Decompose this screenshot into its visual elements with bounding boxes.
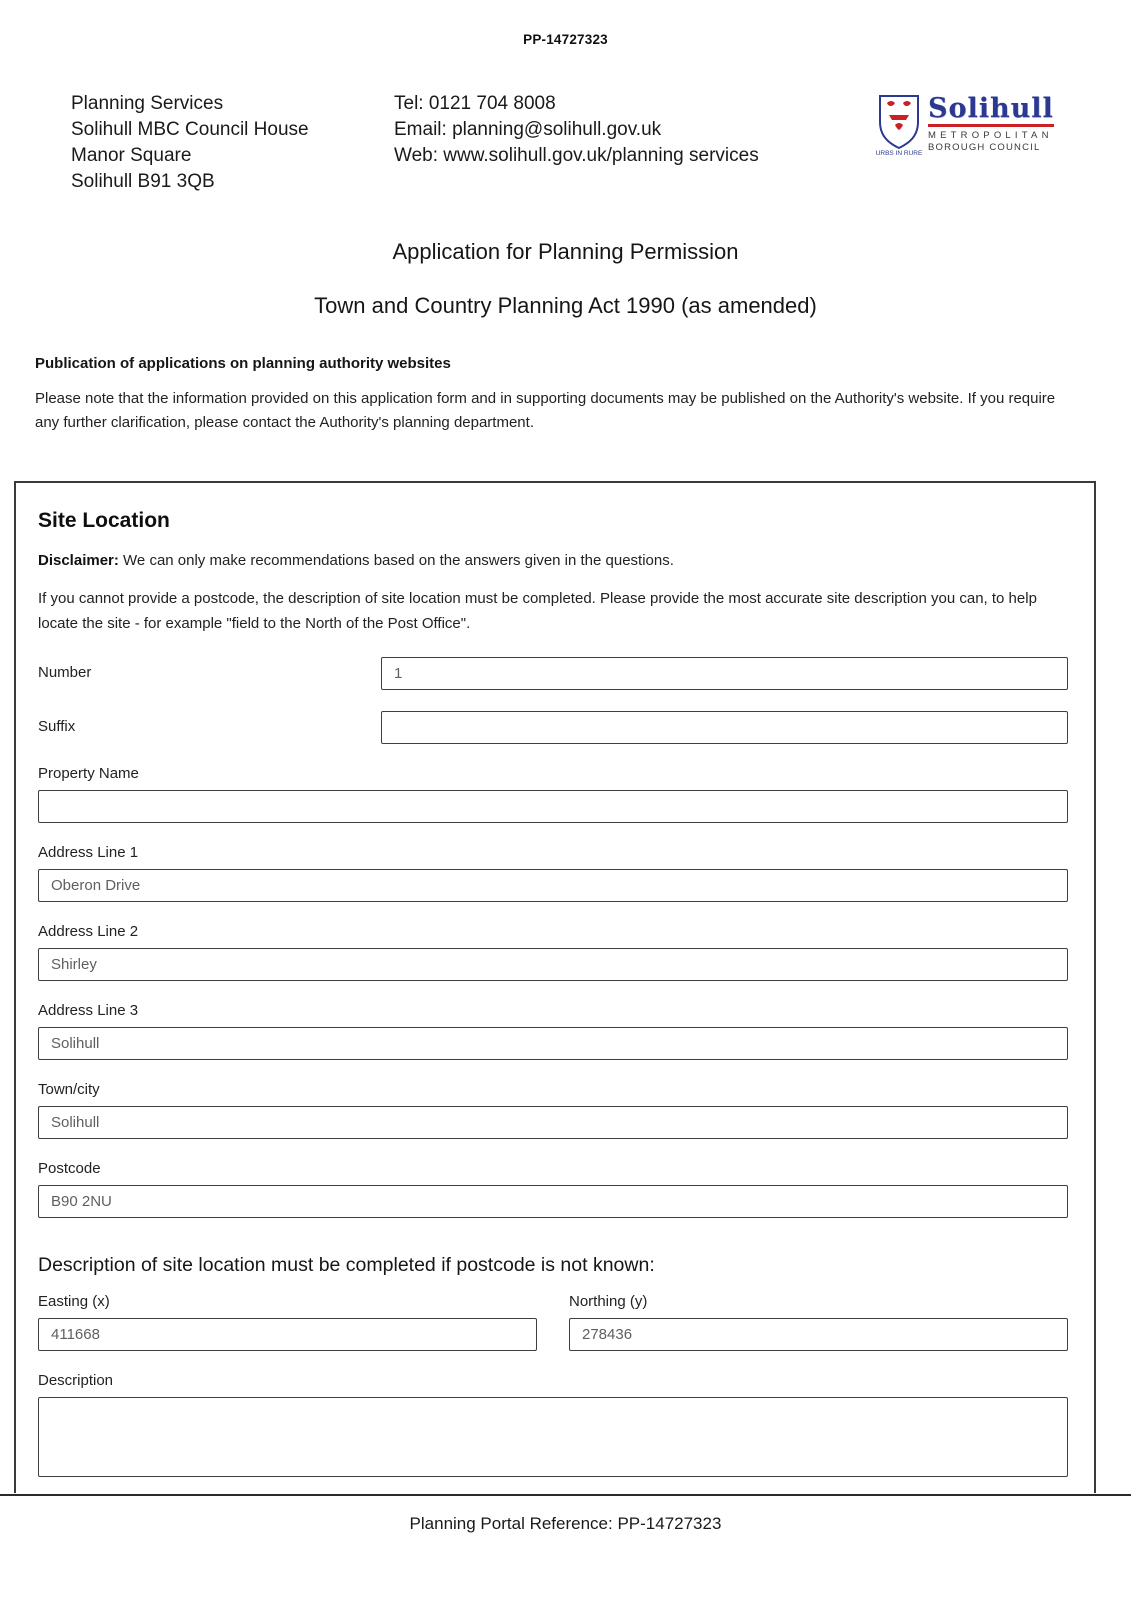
disclaimer-label: Disclaimer: (38, 552, 119, 569)
number-label: Number (38, 664, 92, 681)
authority-address (71, 91, 394, 195)
council-logo-subtitle: BOROUGH COUNCIL (928, 142, 1041, 153)
crest-motto: URBS IN RURE (875, 150, 923, 157)
solihull-crest-icon (875, 93, 923, 159)
disclaimer-text: Disclaimer: We can only make recommendations based on the answers given in the questions. (38, 552, 674, 569)
description-textarea[interactable] (38, 1397, 1068, 1477)
property-name-input[interactable] (38, 790, 1068, 823)
publication-body: Please note that the information provided on this application form and in supporting documents may be published on the Authority's website. If you require any further clarification, please contact the Authority's planning department. (35, 390, 1056, 431)
address-line-2-input[interactable] (38, 948, 1068, 981)
address-line-3-field (38, 1002, 1068, 1060)
suffix-label: Suffix (38, 718, 76, 735)
address-line-3-label: Address Line 3 (38, 1002, 139, 1019)
authority-email: Email: planning@solihull.gov.uk (394, 119, 662, 140)
postcode-label: Postcode (38, 1160, 101, 1177)
town-city-input[interactable] (38, 1106, 1068, 1139)
address-line-3-input[interactable] (38, 1027, 1068, 1060)
form-reference-header: PP-14727323 (523, 32, 608, 47)
address-line-1-field (38, 844, 1068, 902)
authority-address-line: Solihull B91 3QB (71, 171, 215, 192)
authority-contact (394, 91, 875, 195)
page-title: Application for Planning Permission (392, 239, 739, 264)
council-logo-rule (928, 124, 1054, 127)
number-input[interactable] (381, 657, 1068, 690)
site-location-heading: Site Location (38, 509, 170, 532)
number-field-row (38, 657, 1068, 690)
northing-field (569, 1293, 1068, 1351)
suffix-input[interactable] (381, 711, 1068, 744)
document-header (71, 91, 1075, 195)
coordinates-row (38, 1293, 1068, 1351)
site-location-intro: If you cannot provide a postcode, the description of site location must be completed. Please provide the most accurate site description you can, to help locate the site - for example "field to the North of the Post Office". (38, 590, 1037, 632)
property-name-label: Property Name (38, 765, 139, 782)
council-logo (875, 91, 1054, 195)
property-name-field (38, 765, 1068, 823)
publication-heading: Publication of applications on planning authority websites (35, 355, 451, 372)
planning-portal-reference-footer: Planning Portal Reference: PP-14727323 (409, 1514, 722, 1533)
easting-label: Easting (x) (38, 1293, 110, 1310)
town-city-field (38, 1081, 1068, 1139)
site-location-section (14, 481, 1096, 1493)
address-line-1-input[interactable] (38, 869, 1068, 902)
authority-address-line: Manor Square (71, 145, 192, 166)
northing-input[interactable] (569, 1318, 1068, 1351)
council-logo-subtitle: METROPOLITAN (928, 130, 1053, 141)
authority-address-line: Planning Services (71, 93, 224, 114)
description-field (38, 1372, 1068, 1482)
easting-input[interactable] (38, 1318, 537, 1351)
address-line-2-label: Address Line 2 (38, 923, 139, 940)
postcode-input[interactable] (38, 1185, 1068, 1218)
description-section-heading: Description of site location must be completed if postcode is not known: (38, 1254, 655, 1276)
northing-label: Northing (y) (569, 1293, 648, 1310)
postcode-field (38, 1160, 1068, 1218)
town-city-label: Town/city (38, 1081, 100, 1098)
suffix-field-row (38, 711, 1068, 744)
address-line-2-field (38, 923, 1068, 981)
authority-phone: Tel: 0121 704 8008 (394, 93, 556, 114)
council-logo-name: Solihull (928, 93, 1054, 124)
page-subtitle: Town and Country Planning Act 1990 (as amended) (314, 293, 817, 318)
council-logo-text (928, 93, 1054, 154)
authority-website: Web: www.solihull.gov.uk/planning services (394, 145, 759, 166)
easting-field (38, 1293, 537, 1351)
authority-address-line: Solihull MBC Council House (71, 119, 309, 140)
description-label: Description (38, 1372, 114, 1389)
address-line-1-label: Address Line 1 (38, 844, 139, 861)
page-break-divider (0, 1494, 1131, 1496)
